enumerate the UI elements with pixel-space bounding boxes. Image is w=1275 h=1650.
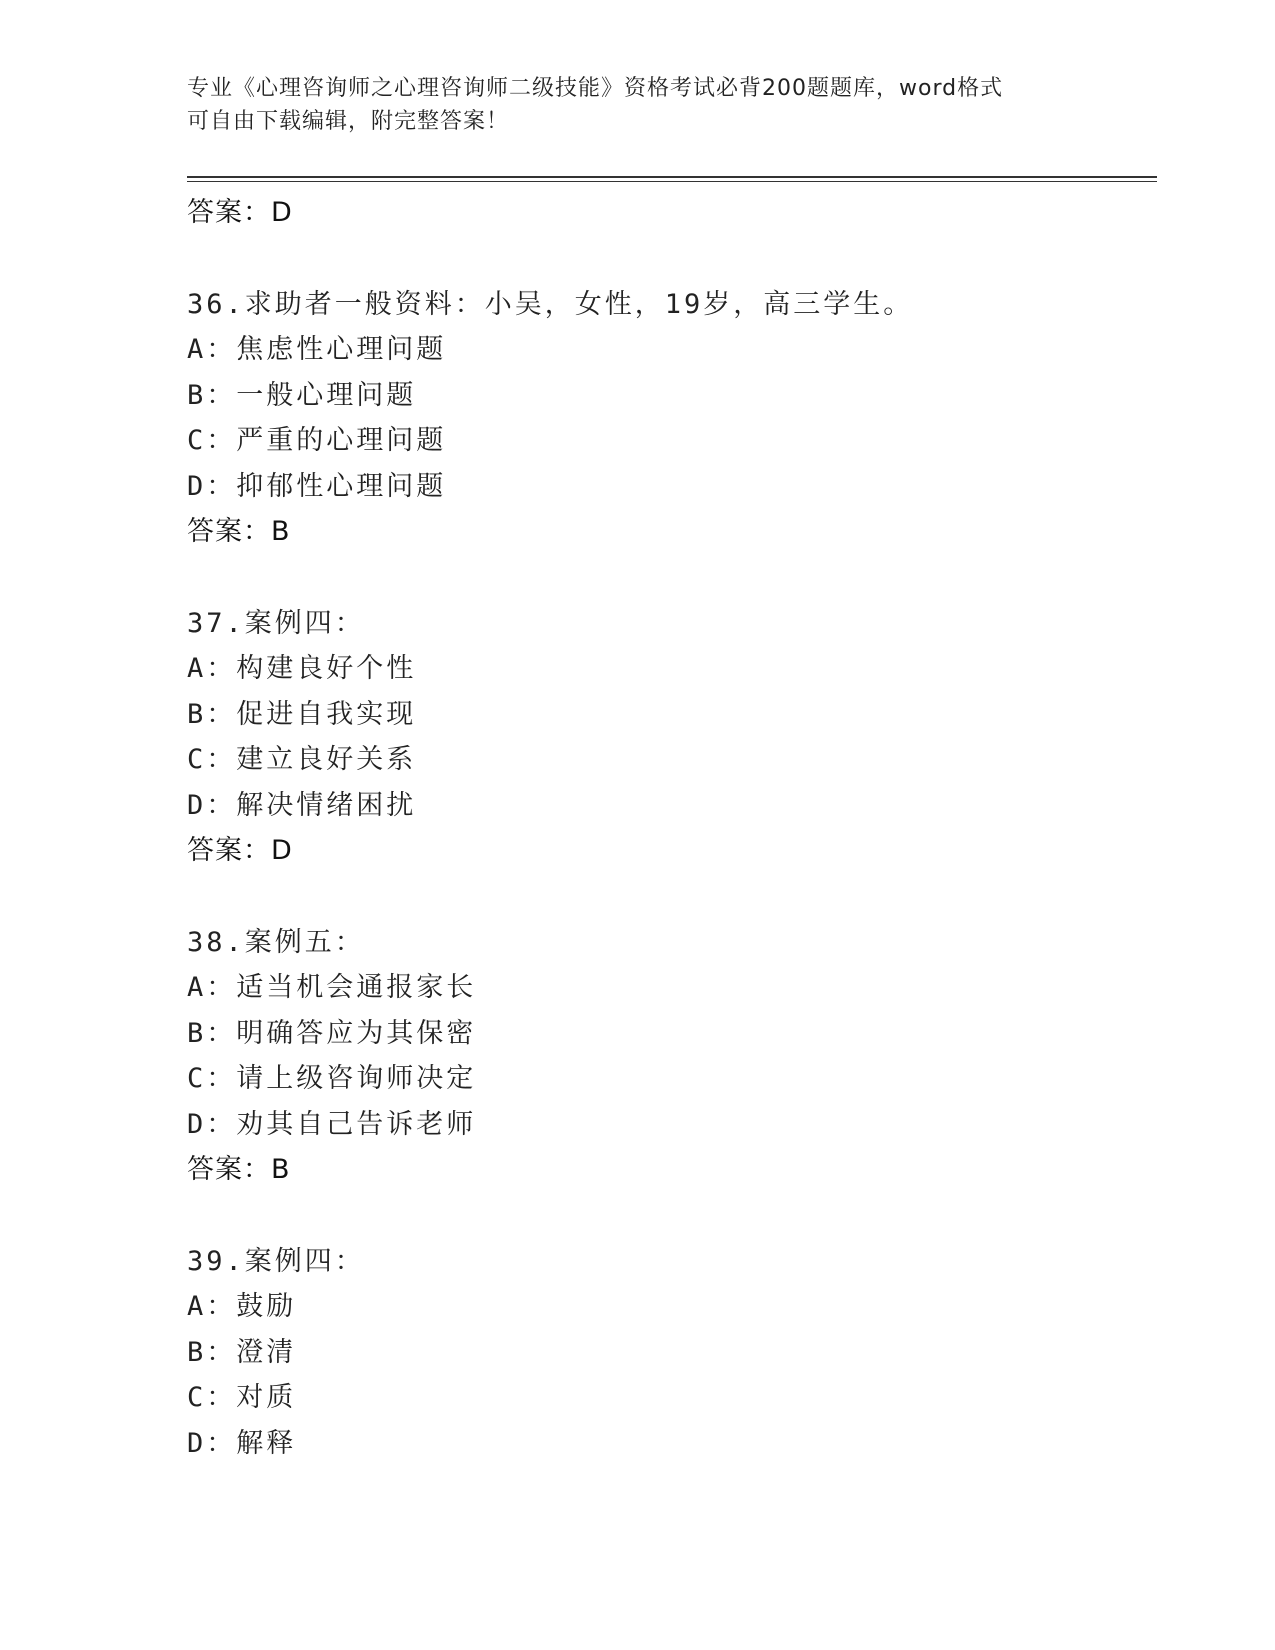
question-stem: 36.求助者一般资料：小吴，女性，19岁，高三学生。	[187, 288, 914, 320]
question-block	[187, 601, 1157, 874]
header-line-1: 专业《心理咨询师之心理咨询师二级技能》资格考试必背200题题库，word格式	[187, 76, 1004, 101]
question-stem: 38.案例五：	[187, 926, 365, 958]
option-d: D：解决情绪困扰	[187, 789, 417, 821]
option-c: C：建立良好关系	[187, 744, 417, 775]
question-block	[187, 920, 1157, 1193]
question-list	[187, 190, 1157, 1466]
option-b: B：澄清	[187, 1336, 297, 1368]
option-b: B：明确答应为其保密	[187, 1017, 477, 1049]
answer-line: 答案：B	[187, 516, 291, 547]
header-divider-thick	[187, 176, 1157, 178]
option-c: C：对质	[187, 1382, 297, 1413]
option-d: D：抑郁性心理问题	[187, 470, 447, 502]
question-stem: 37.案例四：	[187, 607, 365, 639]
answer-line: 答案：D	[187, 835, 293, 866]
header-divider-thin	[187, 181, 1157, 182]
option-a: A：构建良好个性	[187, 653, 417, 684]
answer-line: 答案：B	[187, 1154, 291, 1185]
option-a: A：适当机会通报家长	[187, 972, 477, 1003]
header-line-2: 可自由下载编辑，附完整答案！	[187, 109, 510, 134]
option-d: D：劝其自己告诉老师	[187, 1108, 477, 1140]
question-block	[187, 282, 1157, 555]
document-header	[187, 72, 1087, 138]
question-block	[187, 1239, 1157, 1467]
option-c: C：严重的心理问题	[187, 425, 447, 456]
option-b: B：促进自我实现	[187, 698, 417, 730]
option-b: B：一般心理问题	[187, 379, 417, 411]
option-c: C：请上级咨询师决定	[187, 1063, 477, 1094]
option-a: A：鼓励	[187, 1291, 297, 1322]
question-stem: 39.案例四：	[187, 1245, 365, 1277]
previous-answer: 答案：D	[187, 197, 293, 228]
option-d: D：解释	[187, 1427, 297, 1459]
option-a: A：焦虑性心理问题	[187, 334, 447, 365]
